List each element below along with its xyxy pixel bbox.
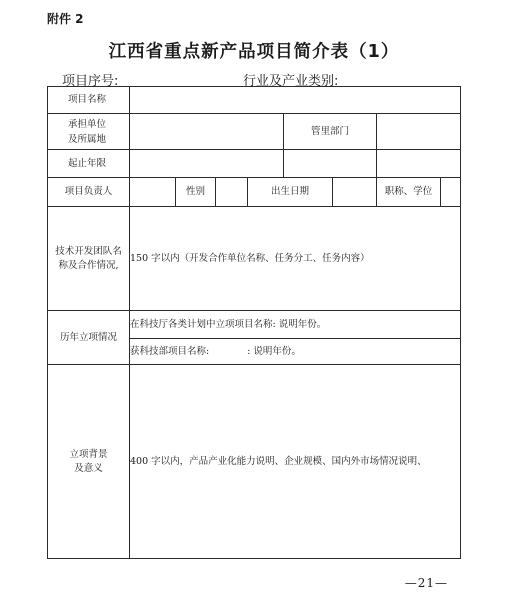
- industry-category-label: 行业及产业类别:: [243, 74, 339, 89]
- team-label-line2: 称及合作情况,: [58, 259, 119, 271]
- undertaker-label: [48, 114, 130, 150]
- row-history-provincial: [48, 311, 461, 339]
- team-label: [48, 207, 130, 311]
- birth-date-field[interactable]: [333, 178, 377, 207]
- row-background: [48, 365, 461, 559]
- managing-dept-label: 管里部门: [284, 114, 377, 150]
- period-extra-field[interactable]: [284, 150, 377, 178]
- project-number-label: 项目序号:: [62, 74, 119, 89]
- row-team: [48, 207, 461, 311]
- history-provincial-field[interactable]: 在科技厅各类计划中立项项目名称: 说明年份。: [130, 311, 461, 339]
- attachment-label: 附件 2: [47, 12, 84, 26]
- period-extra-field-2[interactable]: [377, 150, 461, 178]
- title-degree-field[interactable]: [441, 178, 461, 207]
- project-name-label: 项目名称: [48, 87, 130, 114]
- row-undertaker: [48, 114, 461, 150]
- period-label: 起止年限: [48, 150, 130, 178]
- title-degree-label: 职称、学位: [377, 178, 441, 207]
- history-ministry-field[interactable]: 获科技部项目名称: : 说明年份。: [130, 339, 461, 365]
- leader-label: 项目负责人: [48, 178, 130, 207]
- period-field[interactable]: [130, 150, 284, 178]
- background-label-line2: 及意义: [74, 462, 103, 474]
- project-summary-form: [47, 86, 461, 559]
- project-name-field[interactable]: [130, 87, 461, 114]
- page-number: —21—: [404, 576, 448, 590]
- history-label: 历年立项情况: [48, 311, 130, 365]
- team-field[interactable]: 150 字以内（开发合作单位名称、任务分工、任务内容）: [130, 207, 461, 311]
- team-label-line1: 技术开发团队名: [55, 245, 122, 257]
- row-period: [48, 150, 461, 178]
- managing-dept-field[interactable]: [377, 114, 461, 150]
- leader-field[interactable]: [130, 178, 176, 207]
- undertaker-label-line2: 及所属地: [68, 133, 107, 145]
- form-title: 江西省重点新产品项目简介表（1）: [108, 42, 400, 62]
- gender-field[interactable]: [216, 178, 248, 207]
- background-field[interactable]: 400 字以内，产品产业化能力说明、企业规模、国内外市场情况说明、: [130, 365, 461, 559]
- row-leader: [48, 178, 461, 207]
- background-label-line1: 立项背景: [69, 448, 108, 460]
- background-label: [48, 365, 130, 559]
- gender-label: 性别: [176, 178, 216, 207]
- birth-date-label: 出生日期: [248, 178, 333, 207]
- undertaker-label-line1: 承担单位: [68, 118, 107, 130]
- undertaker-field[interactable]: [130, 114, 284, 150]
- row-project-name: [48, 87, 461, 114]
